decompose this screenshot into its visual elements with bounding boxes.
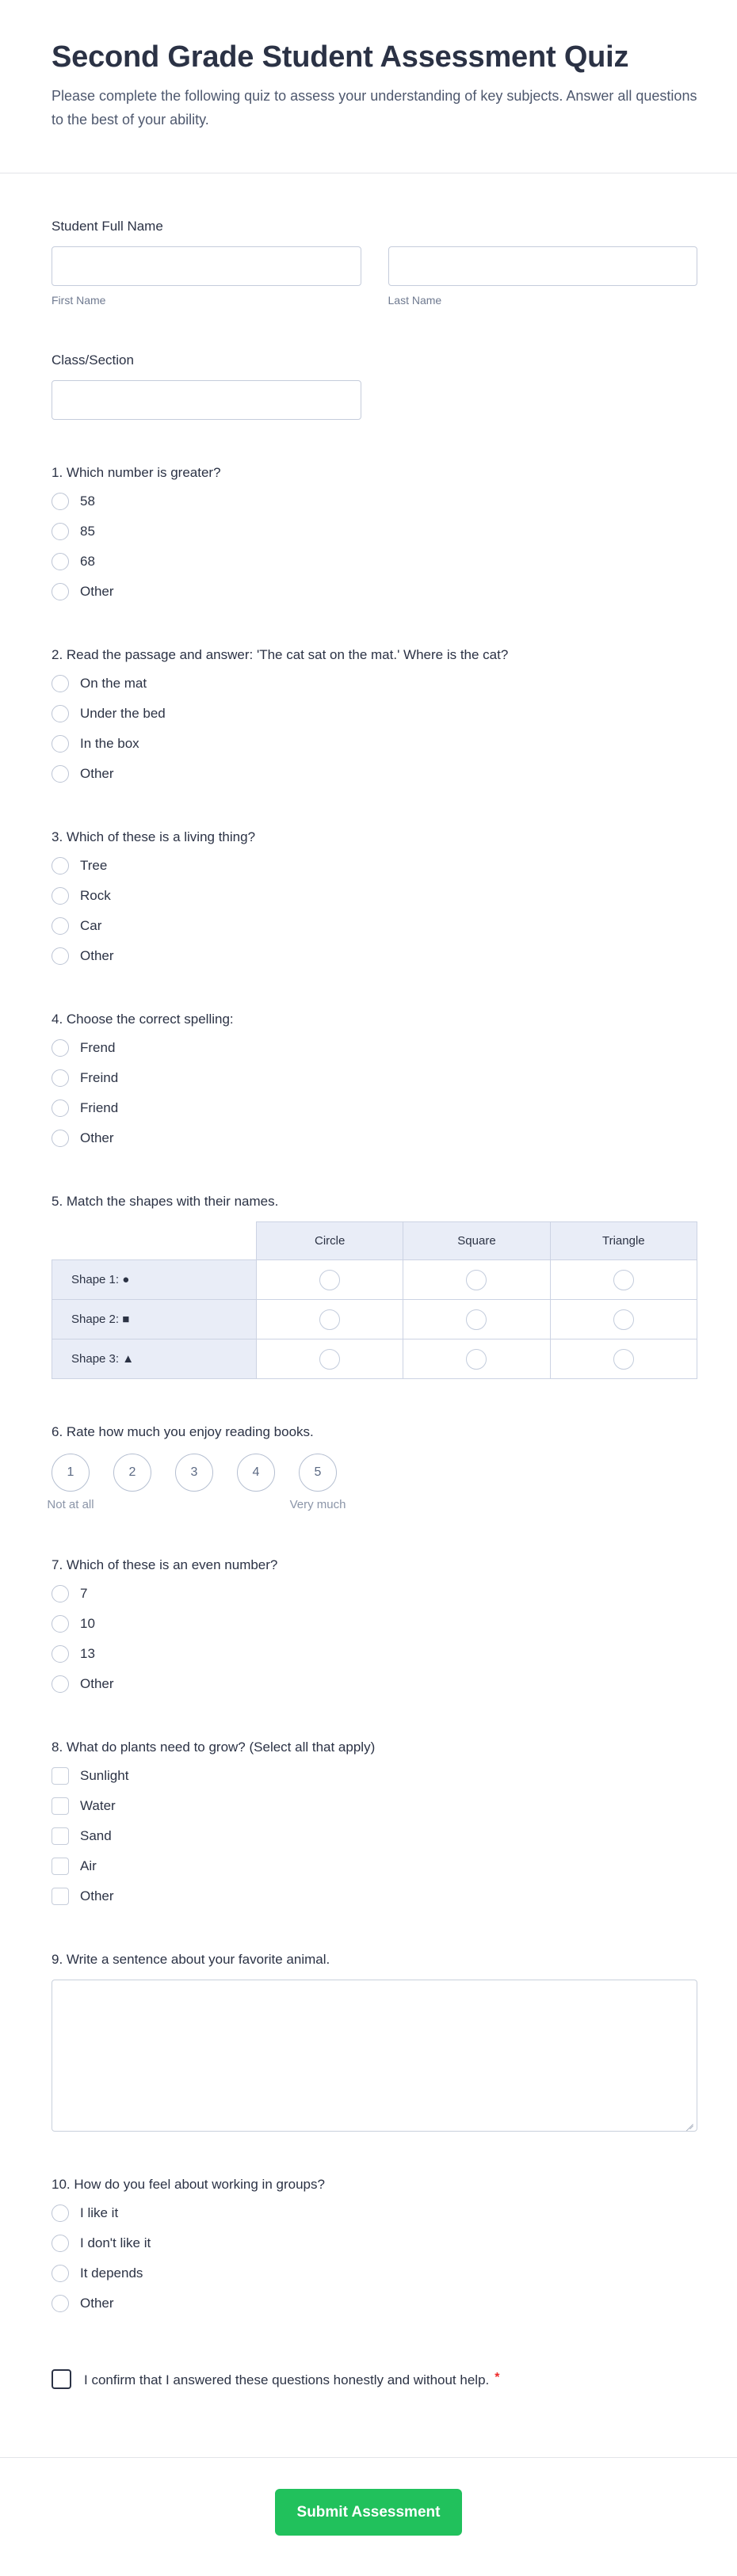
radio-button[interactable] xyxy=(52,523,69,540)
radio-button[interactable] xyxy=(52,1039,69,1057)
q8-option-2[interactable]: Sand xyxy=(52,1826,697,1846)
question-label: 7. Which of these is an even number? xyxy=(52,1557,278,1572)
favorite-animal-textarea[interactable] xyxy=(52,1980,697,2132)
q10-option-0[interactable]: I like it xyxy=(52,2203,697,2224)
checkbox[interactable] xyxy=(52,1827,69,1845)
question-label: 8. What do plants need to grow? (Select all that apply) xyxy=(52,1740,376,1755)
question-label: 1. Which number is greater? xyxy=(52,465,221,480)
question-label: 3. Which of these is a living thing? xyxy=(52,829,256,844)
question-label: 6. Rate how much you enjoy reading books. xyxy=(52,1424,314,1439)
question-10 xyxy=(52,2176,697,2314)
question-1 xyxy=(52,464,697,602)
submit-button[interactable]: Submit Assessment xyxy=(275,2489,463,2536)
question-6 xyxy=(47,1423,697,1512)
matrix-corner-cell xyxy=(52,1222,257,1260)
radio-button[interactable] xyxy=(52,583,69,600)
q4-option-2[interactable]: Friend xyxy=(52,1098,697,1118)
required-asterisk: * xyxy=(495,2371,500,2384)
radio-button[interactable] xyxy=(52,765,69,783)
confirmation-row[interactable] xyxy=(52,2368,697,2391)
q10-option-2[interactable]: It depends xyxy=(52,2263,697,2284)
radio-button[interactable] xyxy=(52,857,69,875)
checkbox[interactable] xyxy=(52,1888,69,1905)
question-label: 10. How do you feel about working in groups? xyxy=(52,2177,325,2192)
radio-button[interactable] xyxy=(52,2235,69,2252)
radio-button[interactable] xyxy=(52,1130,69,1147)
matrix-radio-r2-triangle[interactable] xyxy=(613,1309,634,1330)
q8-option-4[interactable]: Other xyxy=(52,1886,697,1907)
scale-option-3[interactable]: 3 xyxy=(175,1454,213,1492)
q4-option-0[interactable]: Frend xyxy=(52,1038,697,1058)
q10-option-3[interactable]: Other xyxy=(52,2293,697,2314)
checkbox[interactable] xyxy=(52,1797,69,1815)
q8-option-1[interactable]: Water xyxy=(52,1796,697,1816)
question-2 xyxy=(52,646,697,784)
form-body xyxy=(0,173,737,2458)
matrix-column-header: Square xyxy=(403,1222,550,1260)
q2-option-0[interactable]: On the mat xyxy=(52,673,697,694)
q8-option-0[interactable]: Sunlight xyxy=(52,1766,697,1786)
radio-button[interactable] xyxy=(52,1675,69,1693)
q4-option-3[interactable]: Other xyxy=(52,1128,697,1149)
matrix-row-shape-1 xyxy=(52,1260,697,1300)
radio-button[interactable] xyxy=(52,2204,69,2222)
first-name-sublabel: First Name xyxy=(52,294,106,307)
q2-option-1[interactable]: Under the bed xyxy=(52,703,697,724)
matrix-radio-r2-square[interactable] xyxy=(466,1309,487,1330)
radio-button[interactable] xyxy=(52,1645,69,1663)
field-label: Student Full Name xyxy=(52,219,163,234)
first-name-input[interactable] xyxy=(52,246,361,286)
q1-option-3[interactable]: Other xyxy=(52,581,697,602)
radio-button[interactable] xyxy=(52,1585,69,1602)
q1-option-2[interactable]: 68 xyxy=(52,551,697,572)
matrix-row-shape-3 xyxy=(52,1339,697,1379)
matrix-radio-r1-square[interactable] xyxy=(466,1270,487,1290)
q1-option-0[interactable]: 58 xyxy=(52,491,697,512)
q2-option-3[interactable]: Other xyxy=(52,764,697,784)
q4-option-1[interactable]: Freind xyxy=(52,1068,697,1088)
matrix-radio-r1-triangle[interactable] xyxy=(613,1270,634,1290)
checkbox[interactable] xyxy=(52,1767,69,1785)
q1-option-1[interactable]: 85 xyxy=(52,521,697,542)
field-student-full-name xyxy=(52,218,697,307)
q3-option-1[interactable]: Rock xyxy=(52,886,697,906)
question-9 xyxy=(52,1951,697,2132)
form-description: Please complete the following quiz to assess your understanding of key subjects. Answer all questions to the best of your ability. xyxy=(52,88,697,128)
q7-option-3[interactable]: Other xyxy=(52,1674,697,1694)
q2-option-2[interactable]: In the box xyxy=(52,734,697,754)
last-name-sublabel: Last Name xyxy=(388,294,442,307)
scale-option-5[interactable]: 5 xyxy=(299,1454,337,1492)
matrix-radio-r1-circle[interactable] xyxy=(319,1270,340,1290)
matrix-column-header: Circle xyxy=(257,1222,403,1260)
q7-option-0[interactable]: 7 xyxy=(52,1583,697,1604)
radio-button[interactable] xyxy=(52,2265,69,2282)
matrix-radio-r3-triangle[interactable] xyxy=(613,1349,634,1370)
confirmation-label: I confirm that I answered these questions honestly and without help. * xyxy=(84,2371,500,2387)
question-5 xyxy=(52,1193,697,1379)
question-label: 9. Write a sentence about your favorite animal. xyxy=(52,1952,330,1967)
matrix-row-label: Shape 2: ■ xyxy=(52,1300,257,1339)
q3-option-3[interactable]: Other xyxy=(52,946,697,966)
matrix-row-label: Shape 1: ● xyxy=(52,1260,257,1300)
q7-option-2[interactable]: 13 xyxy=(52,1644,697,1664)
class-section-input[interactable] xyxy=(52,380,361,420)
question-3 xyxy=(52,829,697,966)
radio-button[interactable] xyxy=(52,553,69,570)
radio-button[interactable] xyxy=(52,1069,69,1087)
radio-button[interactable] xyxy=(52,887,69,905)
form-footer xyxy=(0,2458,737,2576)
q10-option-1[interactable]: I don't like it xyxy=(52,2233,697,2254)
q8-option-3[interactable]: Air xyxy=(52,1856,697,1877)
radio-button[interactable] xyxy=(52,735,69,753)
scale-option-1[interactable]: 1 xyxy=(52,1454,90,1492)
scale-min-label: Not at all xyxy=(47,1498,94,1511)
confirmation-checkbox[interactable] xyxy=(52,2369,71,2389)
question-label: 4. Choose the correct spelling: xyxy=(52,1012,234,1027)
scale-option-2[interactable]: 2 xyxy=(113,1454,151,1492)
radio-button[interactable] xyxy=(52,1615,69,1633)
last-name-input[interactable] xyxy=(388,246,698,286)
matrix-table xyxy=(52,1221,697,1379)
matrix-radio-r3-circle[interactable] xyxy=(319,1349,340,1370)
radio-button[interactable] xyxy=(52,2295,69,2312)
scale-option-4[interactable]: 4 xyxy=(237,1454,275,1492)
radio-button[interactable] xyxy=(52,917,69,935)
q3-option-0[interactable]: Tree xyxy=(52,855,697,876)
matrix-column-header: Triangle xyxy=(550,1222,697,1260)
scale-max-label: Very much xyxy=(289,1498,346,1511)
question-4 xyxy=(52,1011,697,1149)
field-label: Class/Section xyxy=(52,352,134,368)
question-label: 5. Match the shapes with their names. xyxy=(52,1194,279,1209)
question-7 xyxy=(52,1557,697,1694)
question-8 xyxy=(52,1739,697,1907)
radio-button[interactable] xyxy=(52,493,69,510)
radio-button[interactable] xyxy=(52,705,69,722)
form-title: Second Grade Student Assessment Quiz xyxy=(52,40,629,74)
matrix-row-shape-2 xyxy=(52,1300,697,1339)
question-label: 2. Read the passage and answer: 'The cat sat on the mat.' Where is the cat? xyxy=(52,647,509,662)
matrix-radio-r2-circle[interactable] xyxy=(319,1309,340,1330)
checkbox[interactable] xyxy=(52,1858,69,1875)
matrix-row-label: Shape 3: ▲ xyxy=(52,1339,257,1379)
radio-button[interactable] xyxy=(52,947,69,965)
form-header xyxy=(0,0,737,173)
matrix-radio-r3-square[interactable] xyxy=(466,1349,487,1370)
radio-button[interactable] xyxy=(52,1099,69,1117)
radio-button[interactable] xyxy=(52,675,69,692)
rating-scale xyxy=(47,1454,346,1512)
q7-option-1[interactable]: 10 xyxy=(52,1614,697,1634)
field-class-section xyxy=(52,352,697,420)
q3-option-2[interactable]: Car xyxy=(52,916,697,936)
